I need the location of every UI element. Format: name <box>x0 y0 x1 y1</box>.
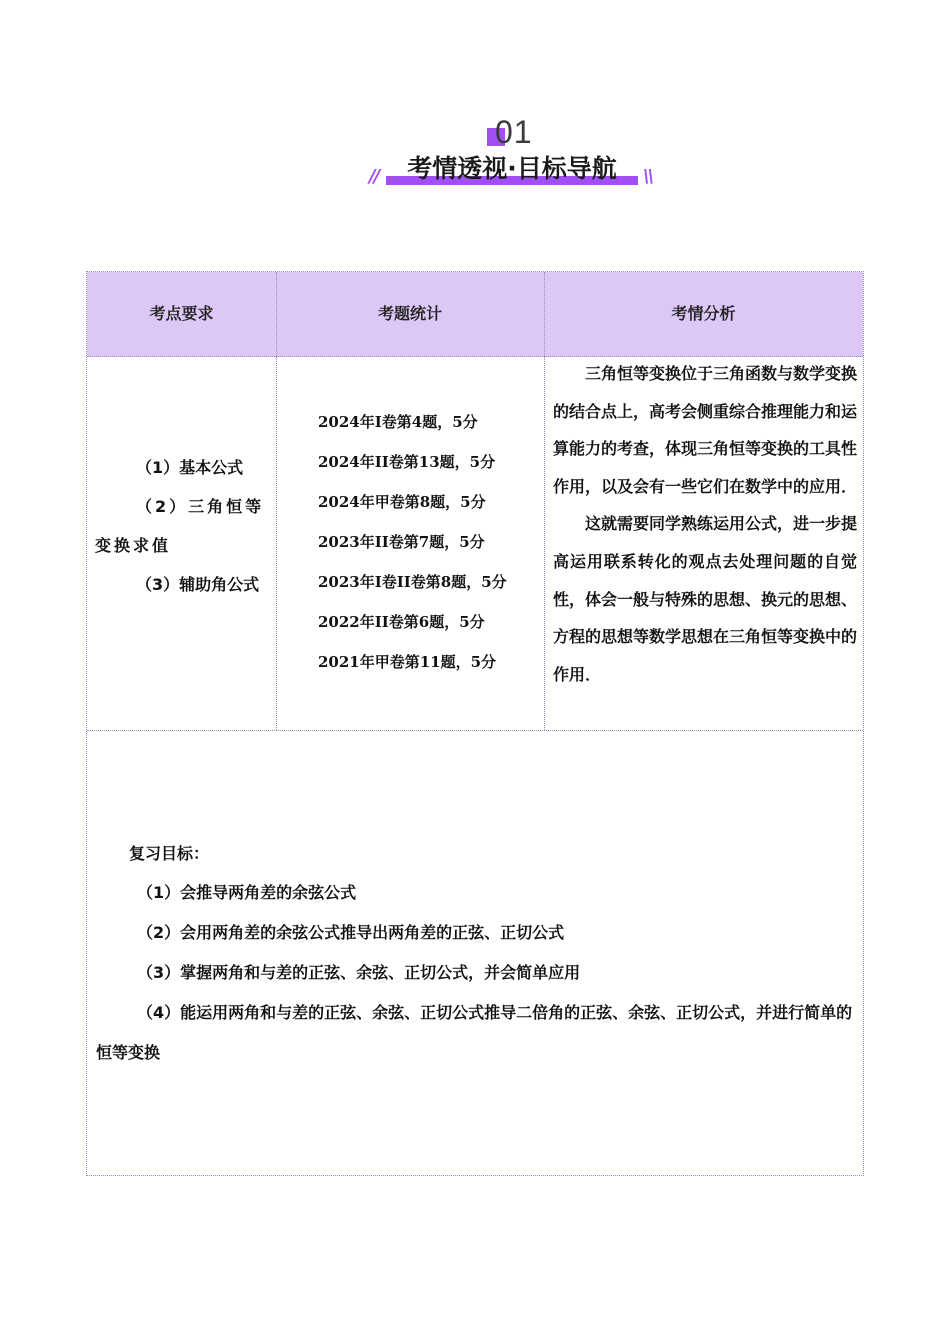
stat-item: 2023年II卷第7题，5分 <box>318 533 485 551</box>
review-goals-heading: 复习目标： <box>129 844 210 863</box>
statistics-cell <box>318 402 548 682</box>
stat-item: 2021年甲卷第11题，5分 <box>318 653 497 671</box>
stat-item: 2024年II卷第13题，5分 <box>318 453 496 471</box>
exam-analysis-table <box>86 271 864 1176</box>
review-goals <box>96 835 856 1073</box>
header-statistics: 考题统计 <box>377 304 442 323</box>
header-analysis: 考情分析 <box>671 304 736 323</box>
requirement-item: （3）辅助角公式 <box>136 575 260 594</box>
analysis-cell <box>553 355 857 693</box>
review-goal-item: （3）掌握两角和与差的正弦、余弦、正切公式，并会简单应用 <box>137 963 581 982</box>
requirement-item: （2）三角恒等变换求值 <box>95 497 265 555</box>
column-divider <box>276 272 277 730</box>
right-slash-decoration: \\ <box>643 166 653 187</box>
section-number: 01 <box>495 114 533 150</box>
requirements-cell <box>95 448 271 604</box>
stat-item: 2024年I卷第4题，5分 <box>318 413 478 431</box>
review-goal-item: （4）能运用两角和与差的正弦、余弦、正切公式推导二倍角的正弦、余弦、正切公式，并进行简单的恒等变换 <box>96 1003 853 1062</box>
left-slash-decoration: // <box>369 166 379 187</box>
analysis-paragraph: 这就需要同学熟练运用公式，进一步提高运用联系转化的观点去处理问题的自觉性，体会一般与特殊的思想、换元的思想、方程的思想等数学思想在三角恒等变换中的作用． <box>553 514 858 684</box>
stat-item: 2022年II卷第6题，5分 <box>318 613 485 631</box>
table-header-row <box>87 272 863 357</box>
requirement-item: （1）基本公式 <box>136 458 244 477</box>
stat-item: 2023年I卷II卷第8题，5分 <box>318 573 507 591</box>
row-divider <box>87 730 863 731</box>
section-title: 考情透视·目标导航 <box>407 154 617 183</box>
analysis-paragraph: 三角恒等变换位于三角函数与数学变换的结合点上，高考会侧重综合推理能力和运算能力的考查，体现三角恒等变换的工具性作用，以及会有一些它们在数学中的应用． <box>553 364 858 496</box>
stat-item: 2024年甲卷第8题，5分 <box>318 493 486 511</box>
review-goal-item: （2）会用两角差的余弦公式推导出两角差的正弦、正切公式 <box>137 923 565 942</box>
review-goal-item: （1）会推导两角差的余弦公式 <box>137 883 357 902</box>
header-requirements: 考点要求 <box>149 304 214 323</box>
